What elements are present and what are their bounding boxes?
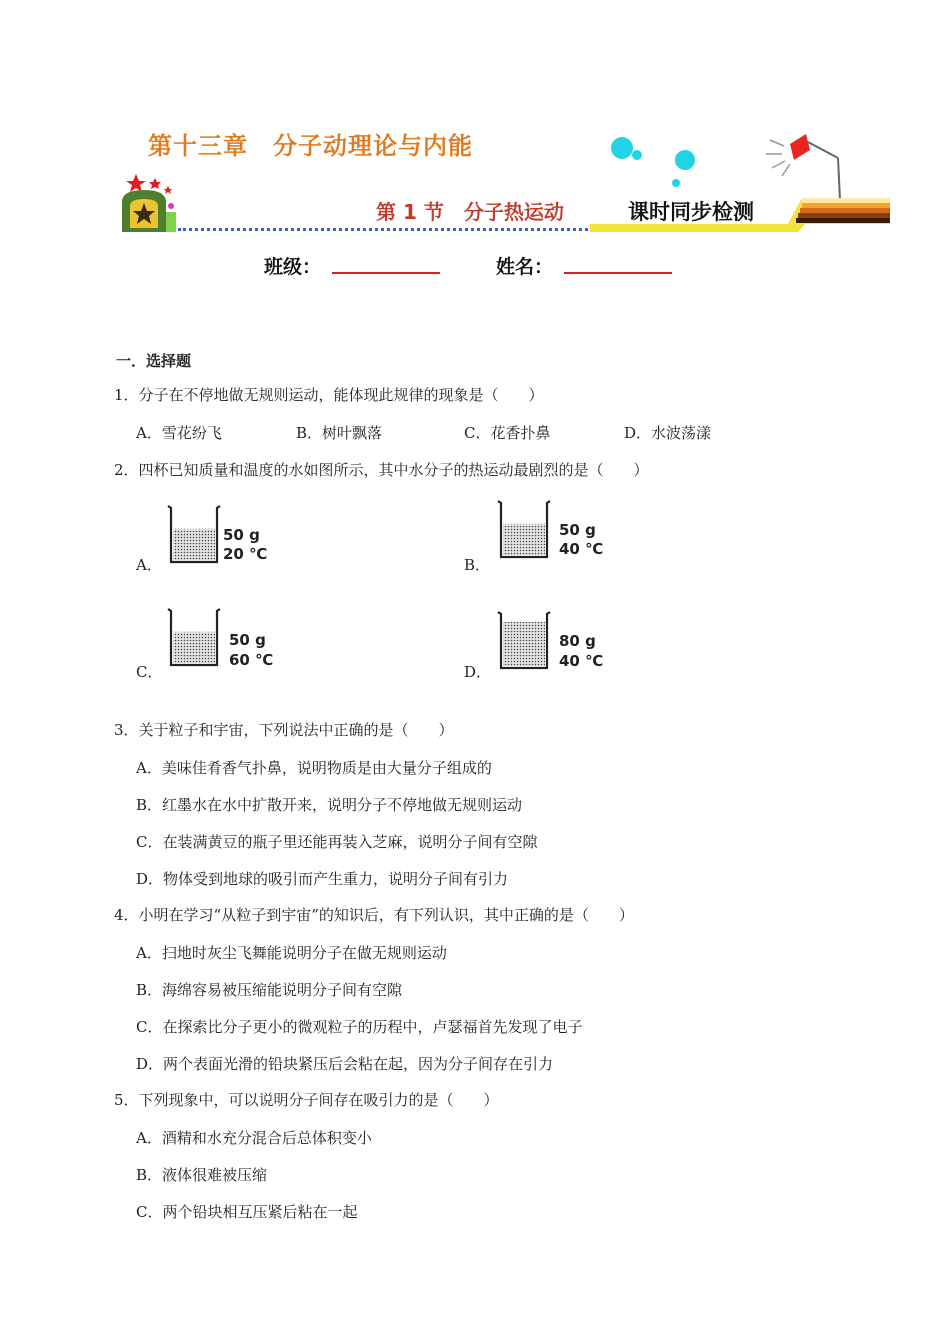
beaker-icon — [495, 495, 551, 563]
beaker-icon — [165, 603, 221, 671]
question-3-stem: 3．关于粒子和宇宙，下列说法中正确的是（ ） — [114, 721, 454, 739]
question-2-option-b-beaker — [495, 495, 605, 563]
beaker-temperature: 40 ℃ — [559, 540, 604, 558]
question-5-option-a: A．酒精和水充分混合后总体积变小 — [136, 1129, 372, 1147]
question-1-option-b: B．树叶飘落 — [296, 424, 383, 442]
section-title: 第 1 节 分子热运动 — [376, 200, 564, 224]
beaker-temperature: 60 ℃ — [229, 651, 274, 669]
water-level — [173, 529, 215, 560]
question-4-option-c: C．在探索比分子更小的微观粒子的历程中，卢瑟福首先发现了电子 — [136, 1018, 583, 1036]
water-level — [173, 632, 215, 663]
beaker-icon — [165, 500, 221, 568]
question-2-option-c-beaker — [165, 603, 275, 671]
question-4-option-d: D．两个表面光滑的铅块紧压后会粘在起，因为分子间存在引力 — [136, 1055, 554, 1073]
question-2-option-b-letter: B． — [464, 556, 491, 574]
question-3-option-a: A．美味佳肴香气扑鼻，说明物质是由大量分子组成的 — [136, 759, 492, 777]
question-1-option-a: A．雪花纷飞 — [136, 424, 222, 442]
name-label: 姓名： — [496, 256, 554, 278]
question-2-option-c-letter: C． — [136, 663, 163, 681]
name-field[interactable] — [564, 272, 672, 274]
beaker-temperature: 40 ℃ — [559, 652, 604, 670]
question-2-option-a-letter: A． — [136, 556, 162, 574]
beaker-temperature: 20 ℃ — [223, 545, 268, 563]
question-3-option-d: D．物体受到地球的吸引而产生重力，说明分子间有引力 — [136, 870, 509, 888]
question-2-option-a-beaker — [165, 500, 275, 568]
class-label: 班级： — [264, 256, 322, 278]
question-1-option-c: C．花香扑鼻 — [464, 424, 551, 442]
question-4-option-a: A．扫地时灰尘飞舞能说明分子在做无规则运动 — [136, 944, 447, 962]
question-1-stem: 1．分子在不停地做无规则运动，能体现此规律的现象是（ ） — [114, 386, 544, 404]
chapter-title: 第十三章 分子动理论与内能 — [148, 132, 473, 160]
question-3-option-c: C．在装满黄豆的瓶子里还能再装入芝麻，说明分子间有空隙 — [136, 833, 538, 851]
question-5-option-c: C．两个铅块相互压紧后粘在一起 — [136, 1203, 358, 1221]
star-house-logo — [118, 172, 178, 234]
question-4-stem: 4．小明在学习“从粒子到宇宙”的知识后，有下列认识，其中正确的是（ ） — [114, 906, 634, 924]
question-4-option-b: B．海绵容易被压缩能说明分子间有空隙 — [136, 981, 403, 999]
banner-label: 课时同步检测 — [628, 200, 754, 224]
beaker-mass: 50 g — [229, 631, 266, 649]
question-2-stem: 2．四杯已知质量和温度的水如图所示，其中水分子的热运动最剧烈的是（ ） — [114, 461, 649, 479]
question-1-option-d: D．水波荡漾 — [624, 424, 712, 442]
question-5-option-b: B．液体很难被压缩 — [136, 1166, 268, 1184]
class-field[interactable] — [332, 272, 440, 274]
beaker-mass: 50 g — [559, 521, 596, 539]
section-heading: 一．选择题 — [116, 352, 192, 370]
question-3-option-b: B．红墨水在水中扩散开来，说明分子不停地做无规则运动 — [136, 796, 523, 814]
question-2-option-d-beaker — [495, 606, 605, 674]
beaker-icon — [495, 606, 551, 674]
header-dotted-rule — [178, 228, 594, 231]
beaker-mass: 80 g — [559, 632, 596, 650]
question-2-option-d-letter: D． — [464, 663, 492, 681]
question-5-stem: 5．下列现象中，可以说明分子间存在吸引力的是（ ） — [114, 1091, 499, 1109]
water-level — [503, 622, 545, 666]
beaker-mass: 50 g — [223, 526, 260, 544]
water-level — [503, 524, 545, 555]
